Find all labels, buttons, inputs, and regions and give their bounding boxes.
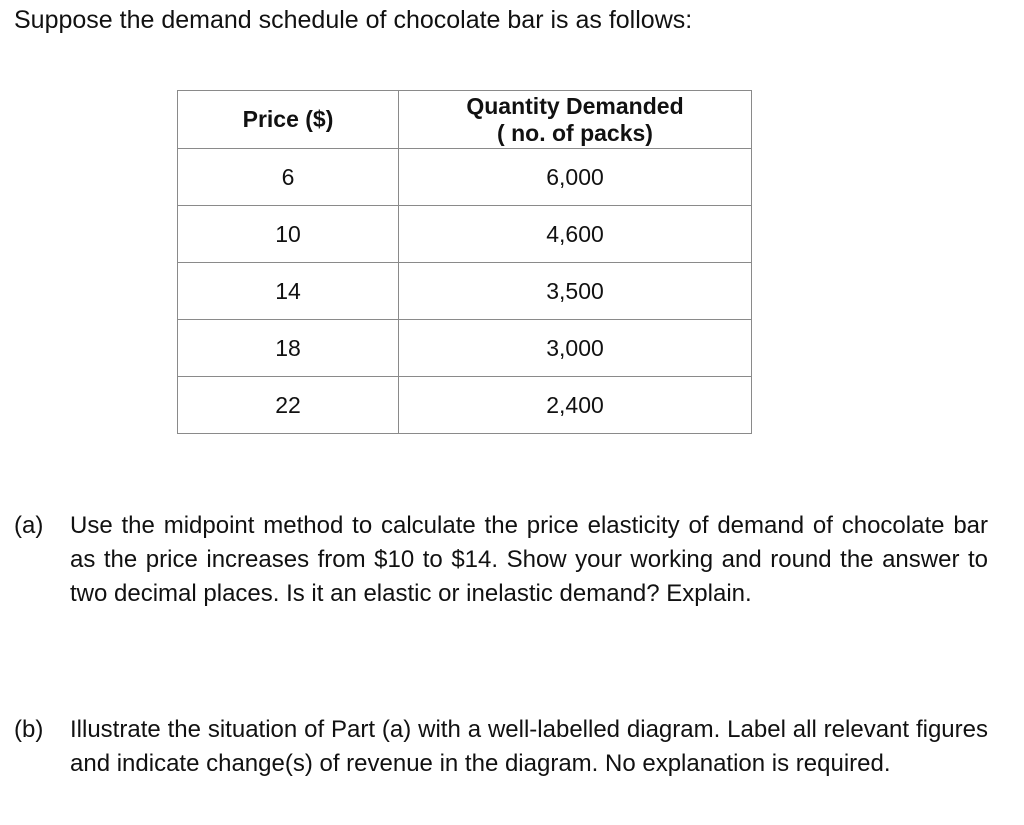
price-cell: 14 [178,263,399,320]
table-row [178,320,752,377]
quantity-cell: 3,500 [399,263,752,320]
question-b-label: (b) [14,716,44,743]
table-row [178,206,752,263]
quantity-column-header [399,91,752,149]
table-header-row [178,91,752,149]
question-a-text: Use the midpoint method to calculate the price elasticity of demand of chocolate bar as the price increases from $10 to $14. Show your working and round the answer to two decimal places. Is it an elastic or inelastic demand? Explain. [70,512,988,607]
quantity-cell: 4,600 [399,206,752,263]
table-row [178,149,752,206]
quantity-cell: 2,400 [399,377,752,434]
price-cell: 10 [178,206,399,263]
price-cell: 18 [178,320,399,377]
question-a [14,509,988,611]
quantity-cell: 6,000 [399,149,752,206]
quantity-header-line2: ( no. of packs) [497,119,653,146]
quantity-header-line1: Quantity Demanded [466,92,684,119]
price-column-header: Price ($) [178,91,399,149]
question-a-label: (a) [14,512,44,539]
table-row [178,377,752,434]
demand-schedule-table [177,90,752,434]
question-b-text: Illustrate the situation of Part (a) with a well-labelled diagram. Label all relevant figures and indicate change(s) of revenue in the diagram. No explanation is required. [70,716,988,777]
intro-text: Suppose the demand schedule of chocolate bar is as follows: [14,6,693,34]
table-row [178,263,752,320]
quantity-cell: 3,000 [399,320,752,377]
price-cell: 22 [178,377,399,434]
price-cell: 6 [178,149,399,206]
question-b [14,713,988,781]
